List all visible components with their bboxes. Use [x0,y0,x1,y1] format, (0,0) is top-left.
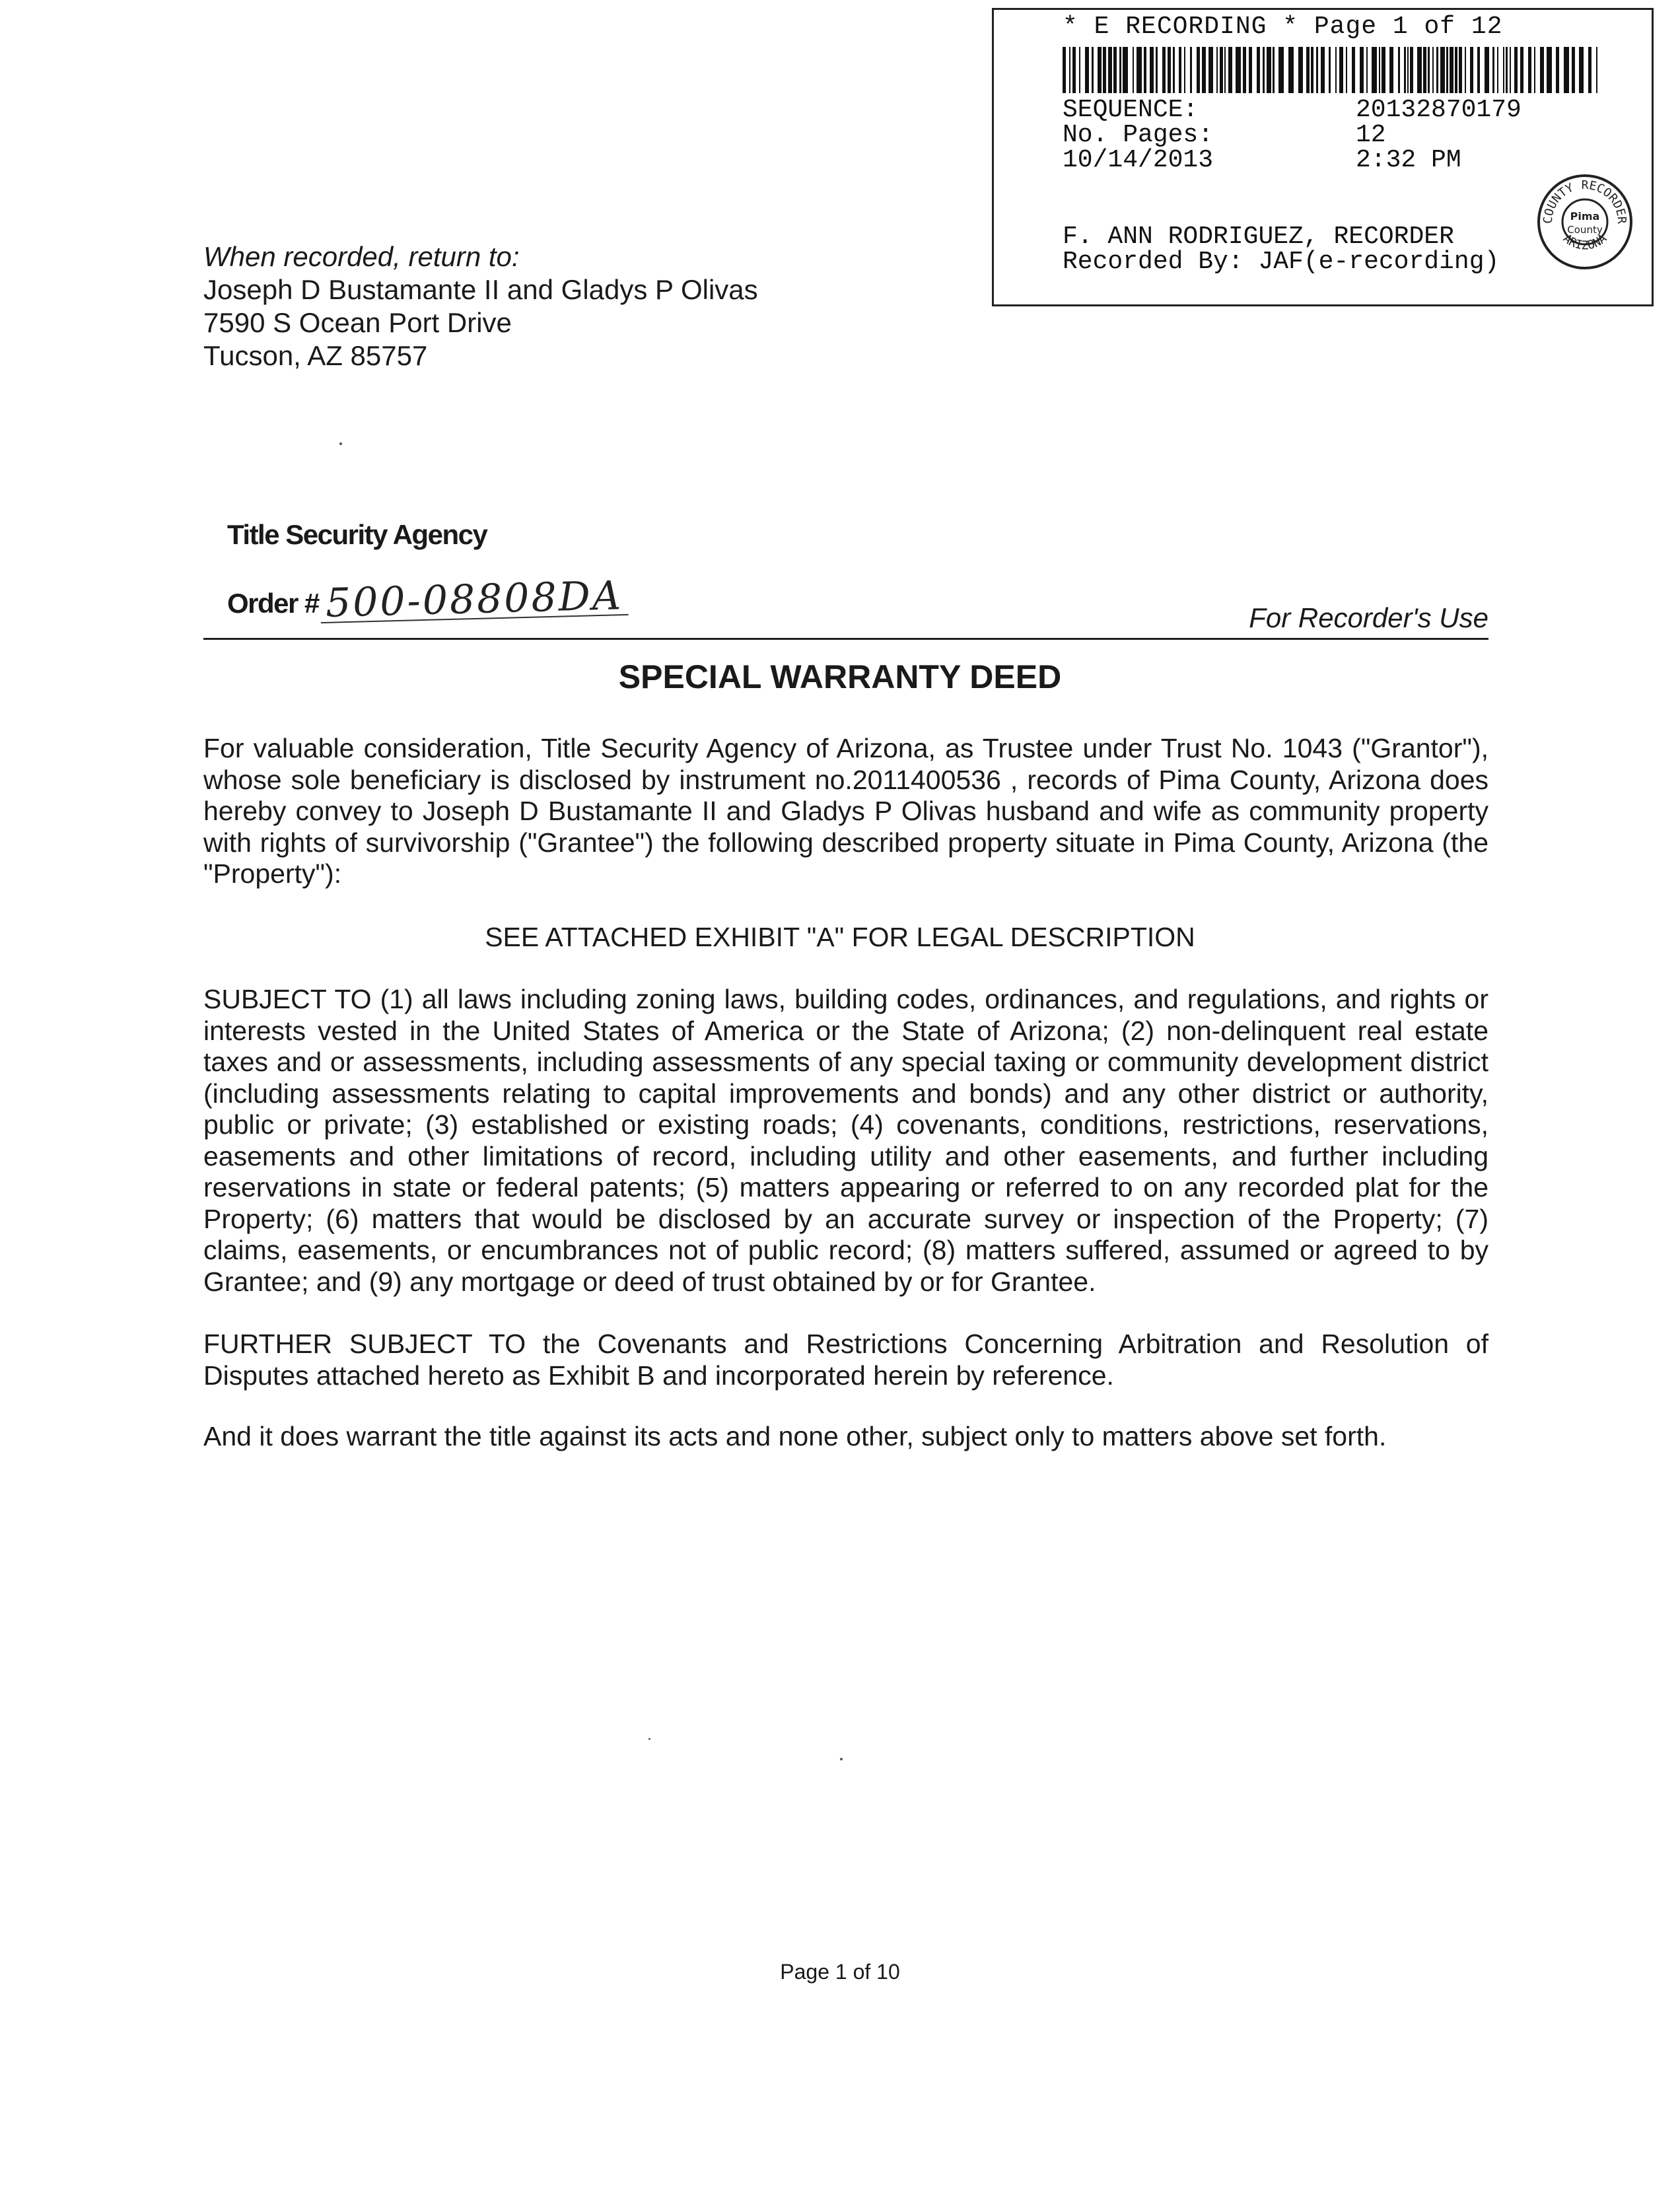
pages-value: 12 [1356,121,1386,149]
recording-stamp [992,8,1654,306]
recording-header: * E RECORDING * Page 1 of 12 [1063,13,1503,41]
exhibit-a-reference: SEE ATTACHED EXHIBIT "A" FOR LEGAL DESCRIPTION [485,922,1195,952]
seal-center-line-1: Pima [1570,210,1600,223]
return-label: When recorded, return to: [203,241,520,272]
return-address [203,240,758,372]
return-city: Tucson, AZ 85757 [203,340,428,371]
barcode [1063,47,1597,93]
sequence-label: SEQUENCE: [1063,96,1199,124]
recording-date: 10/14/2013 [1063,146,1214,174]
seal-top-text: COUNTY RECORDER [1541,178,1629,225]
paragraph-conveyance: For valuable consideration, Title Security Agency of Arizona, as Trustee under Trust No. 1043 ("Grantor"), whose sole beneficiary is disclosed by instrument no.2011400536 , records of Pima County, Arizona does hereby convey to Joseph D Bustamante II and Gladys P Olivas husband and wife as community property with rights of survivorship ("Grantee") the following described property situate in Pima County, Arizona (the "Property"): [203,733,1488,889]
recorder-name: F. ANN RODRIGUEZ, RECORDER [1063,223,1454,251]
county-seal-icon [1535,172,1634,271]
recording-time: 2:32 PM [1356,146,1461,174]
scan-speck [648,1738,650,1740]
return-name: Joseph D Bustamante II and Gladys P Olivas [203,274,758,305]
recorders-use-label: For Recorder's Use [1249,602,1488,633]
order-line [227,573,628,627]
scan-speck [339,442,342,445]
seal-bottom-text: ARIZONA [1560,231,1610,253]
scan-speck [840,1758,843,1760]
order-label: Order # [227,588,319,619]
seal-center-line-2: County [1567,224,1603,236]
header-divider [203,638,1488,640]
document-title: SPECIAL WARRANTY DEED [618,658,1062,695]
pages-label: No. Pages: [1063,121,1214,149]
page-footer: Page 1 of 10 [780,1960,900,1984]
sequence-value: 20132870179 [1356,96,1522,124]
paragraph-subject-to: SUBJECT TO (1) all laws including zoning laws, building codes, ordinances, and regulations, and rights or interests vested in the United States of America or the State of Arizona; (2) non-delinquent real estate taxes and or assessments, including assessments of any special taxing or community development district (including assessments relating to capital improvements and bonds) and any other district or authority, public or private; (3) established or existing roads; (4) covenants, conditions, restrictions, reservations, easements and other limitations of record, including utility and other easements, and further including reservations in state or federal patents; (5) matters appearing or referred to on any recorded plat for the Property; (6) matters that would be disclosed by an accurate survey or inspection of the Property; (7) claims, easements, or encumbrances not of public record; (8) matters suffered, assumed or agreed to by Grantee; and (9) any mortgage or deed of trust obtained by or for Grantee. [203,984,1488,1297]
paragraph-warranty: And it does warrant the title against its acts and none other, subject only to matters above set forth. [203,1421,1387,1451]
return-street: 7590 S Ocean Port Drive [203,307,512,338]
recorded-by: Recorded By: JAF(e-recording) [1063,248,1500,276]
order-number-handwritten: 500-08808DA [320,577,628,623]
agency-name: Title Security Agency [227,519,487,550]
paragraph-further-subject-to: FURTHER SUBJECT TO the Covenants and Restrictions Concerning Arbitration and Resolution of Disputes attached hereto as Exhibit B and incorporated herein by reference. [203,1329,1488,1391]
